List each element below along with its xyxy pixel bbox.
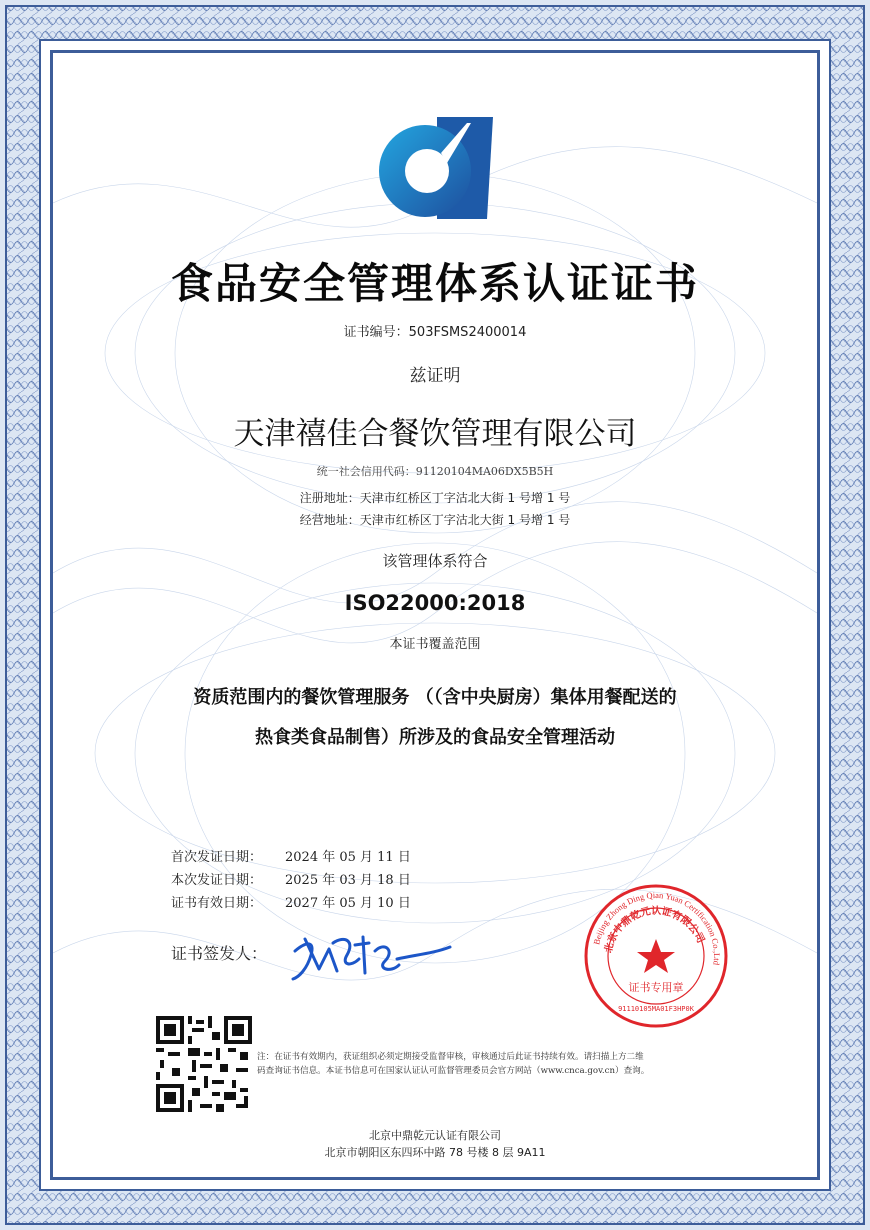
date-label: 首次发证日期： — [171, 850, 263, 865]
date-value: 2025 年 03 月 18 日 — [285, 873, 411, 888]
attest-text: 兹证明 — [409, 366, 461, 386]
date-row-current-issue — [171, 869, 411, 892]
date-value: 2024 年 05 月 11 日 — [285, 850, 411, 865]
date-value: 2027 年 05 月 10 日 — [285, 896, 411, 911]
date-label: 本次发证日期： — [171, 873, 263, 888]
certificate-title: 食品安全管理体系认证证书 — [170, 259, 699, 308]
registered-address: 注册地址：天津市红桥区丁字沽北大街 1 号增 1 号 — [299, 491, 571, 505]
date-label: 证书有效日期： — [171, 896, 263, 911]
company-name: 天津禧佳合餐饮管理有限公司 — [233, 416, 637, 452]
issuer-address: 北京市朝阳区东四环中路 78 号楼 8 层 9A11 — [324, 1146, 546, 1159]
company-logo — [375, 113, 495, 225]
certificate-note — [257, 1050, 757, 1078]
certificate-body — [50, 50, 820, 1180]
date-row-first-issue — [171, 846, 411, 869]
note-line-1: 注：在证书有效期内，获证组织必须定期接受监督审核，审核通过后此证书持续有效。请扫描上方二维 — [257, 1052, 644, 1062]
business-address: 经营地址：天津市红桥区丁字沽北大街 1 号增 1 号 — [299, 513, 571, 527]
signer-label: 证书签发人： — [171, 944, 268, 963]
scope-line-1: 资质范围内的餐饮管理服务 （（含中央厨房）集体用餐配送的 — [193, 687, 677, 708]
svg-text:北京中鼎乾元认证有限公司: 北京中鼎乾元认证有限公司 — [603, 905, 706, 955]
issuer-name: 北京中鼎乾元认证有限公司 — [369, 1129, 501, 1142]
credit-code: 统一社会信用代码：91120104MA06DX5B5H — [316, 465, 554, 478]
date-row-expiry — [171, 892, 411, 915]
scope-line-2: 热食类食品制售）所涉及的食品安全管理活动 — [255, 727, 615, 748]
note-line-2: 码查询证书信息。本证书信息可在国家认证认可监督管理委员会官方网站（www.cnca.gov.cn）查询。 — [257, 1066, 650, 1076]
svg-text:91110105MA01F3HP0K: 91110105MA01F3HP0K — [618, 1005, 694, 1013]
certificate-number: 证书编号：503FSMS2400014 — [343, 325, 527, 340]
svg-text:证书专用章: 证书专用章 — [628, 981, 684, 994]
handwritten-signature — [285, 921, 455, 991]
scope-label: 本证书覆盖范围 — [389, 637, 481, 652]
certification-seal — [581, 881, 731, 1031]
issue-dates — [171, 846, 411, 915]
conform-text: 该管理体系符合 — [382, 552, 488, 570]
qr-code[interactable] — [156, 1016, 252, 1112]
svg-text:Beijing Zhong Ding Qian Yuan C: Beijing Zhong Ding Qian Yuan Certification Co.,Ltd — [591, 889, 723, 966]
standard-name: ISO22000:2018 — [344, 591, 526, 615]
